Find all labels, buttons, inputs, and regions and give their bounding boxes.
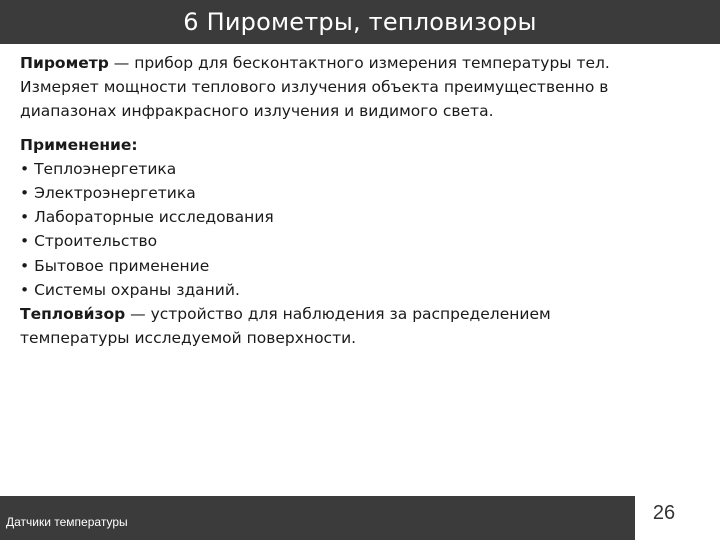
application-item: • Лабораторные исследования bbox=[20, 208, 274, 227]
application-heading: Применение: bbox=[20, 135, 138, 154]
application-item: • Бытовое применение bbox=[20, 256, 210, 275]
pyrometer-def-line1: — прибор для бесконтактного измерения температуры тел. bbox=[108, 54, 610, 72]
pyrometer-def-line2: Измеряет мощности теплового излучения объекта преимущественно в bbox=[20, 78, 609, 97]
imager-def-line2: температуры исследуемой поверхности. bbox=[20, 329, 357, 348]
footer-text: Датчики температуры bbox=[6, 515, 128, 529]
imager-definition bbox=[20, 302, 640, 326]
application-item: • Строительство bbox=[20, 232, 158, 251]
imager-term: Теплови́зор bbox=[20, 305, 126, 324]
application-item: • Теплоэнергетика bbox=[20, 159, 177, 178]
pyrometer-def-line3: диапазонах инфракрасного излучения и видимого света. bbox=[20, 102, 494, 121]
page-number: 26 bbox=[652, 502, 676, 524]
application-item: • Электроэнергетика bbox=[20, 184, 196, 203]
slide-title: 6 Пирометры, тепловизоры bbox=[183, 8, 537, 36]
pyrometer-definition bbox=[20, 51, 640, 75]
footer-bar bbox=[0, 496, 635, 540]
slide-content bbox=[20, 51, 640, 350]
imager-def-line1: — устройство для наблюдения за распределением bbox=[125, 305, 551, 324]
application-item: • Системы охраны зданий. bbox=[20, 280, 240, 299]
slide-title-bar bbox=[0, 0, 720, 44]
pyrometer-term: Пирометр bbox=[20, 54, 109, 72]
